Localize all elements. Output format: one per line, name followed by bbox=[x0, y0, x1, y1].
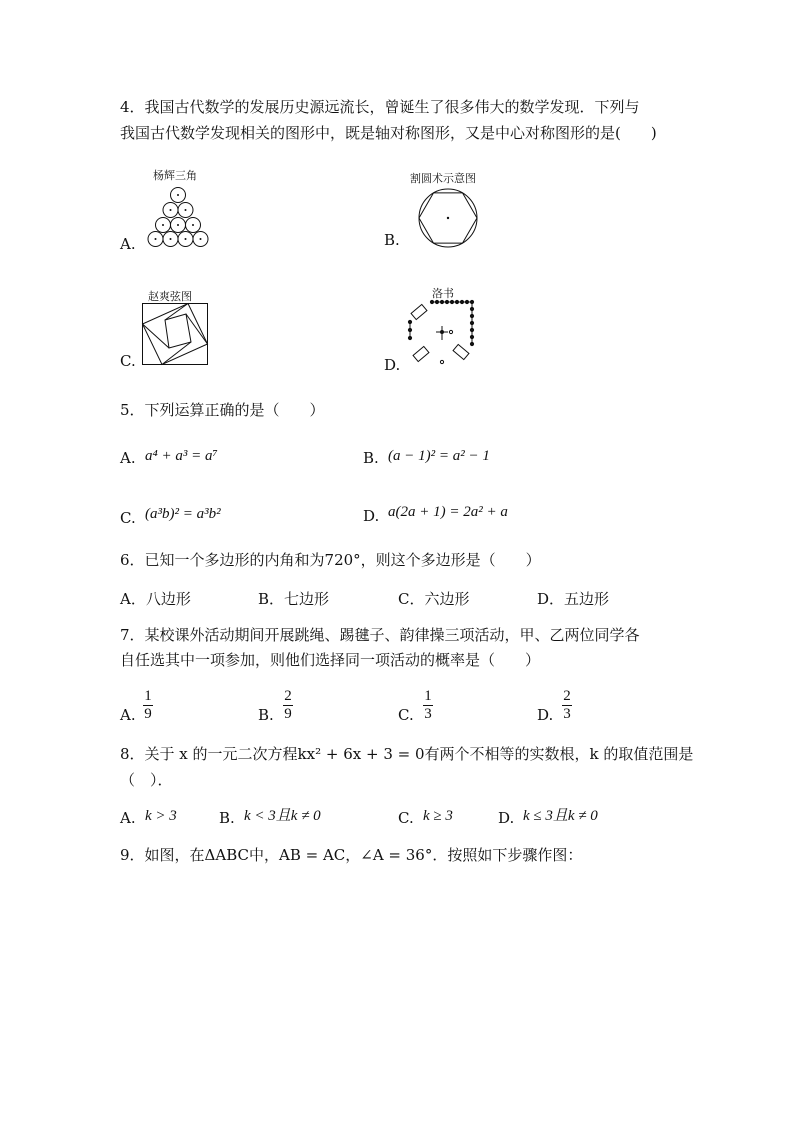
circle-cutting-figure bbox=[418, 188, 478, 248]
q4-stem-line2: 我国古代数学发现相关的图形中，既是轴对称图形，又是中心对称图形的是( ) bbox=[120, 124, 657, 142]
q5-option-a-expr: a⁴ + a³ = a⁷ bbox=[145, 448, 218, 464]
q8-option-a-expr: k > 3 bbox=[145, 808, 177, 824]
q7-option-b-fraction bbox=[283, 689, 293, 722]
q4-option-b-label: B. bbox=[384, 231, 400, 249]
q8-stem-line2: （ ）． bbox=[120, 771, 173, 789]
fig-c-caption: 赵爽弦图 bbox=[148, 290, 192, 303]
q8-option-a-label: A. bbox=[120, 809, 136, 827]
q8-option-c-label: C. bbox=[398, 809, 414, 827]
q7-option-d-label: D. bbox=[537, 706, 554, 724]
zhao-shuang-figure bbox=[142, 303, 208, 365]
fig-b-caption: 割圆术示意图 bbox=[410, 172, 476, 185]
q5-option-c-expr: (a³b)² = a³b² bbox=[145, 506, 221, 522]
q8-option-d-expr: k ≤ 3且k ≠ 0 bbox=[523, 808, 598, 824]
q4-stem-line1: 4．我国古代数学的发展历史源远流长，曾诞生了很多伟大的数学发现．下列与 bbox=[120, 98, 640, 116]
q7-option-a-fraction bbox=[143, 689, 153, 722]
fraction-denominator: 9 bbox=[144, 706, 152, 722]
q5-option-b-label: B. bbox=[363, 449, 379, 467]
q6-option-c: C．六边形 bbox=[398, 590, 470, 608]
fraction-denominator: 9 bbox=[284, 706, 292, 722]
q7-option-b-label: B. bbox=[258, 706, 274, 724]
q7-option-d-fraction bbox=[562, 689, 572, 722]
q7-option-c-label: C. bbox=[398, 706, 414, 724]
q8-option-d-label: D. bbox=[498, 809, 515, 827]
q5-stem: 5．下列运算正确的是（ ） bbox=[120, 401, 325, 419]
q4-option-d-label: D. bbox=[384, 356, 401, 374]
q6-option-b: B．七边形 bbox=[258, 590, 330, 608]
q8-stem-line1: 8．关于 x 的一元二次方程kx² + 6x + 3 = 0有两个不相等的实数根，k 的取值范围是 bbox=[120, 745, 694, 763]
q6-option-d: D．五边形 bbox=[537, 590, 610, 608]
fraction-numerator: 1 bbox=[424, 688, 432, 704]
q8-option-b-expr: k < 3且k ≠ 0 bbox=[244, 808, 321, 824]
q4-option-a-label: A. bbox=[120, 235, 136, 253]
q5-option-a-label: A. bbox=[120, 449, 136, 467]
q7-stem-line2: 自任选其中一项参加，则他们选择同一项活动的概率是（ ） bbox=[120, 651, 541, 669]
q7-option-c-fraction bbox=[423, 689, 433, 722]
fraction-numerator: 2 bbox=[563, 688, 571, 704]
fraction-numerator: 2 bbox=[284, 688, 292, 704]
fraction-numerator: 1 bbox=[144, 688, 152, 704]
q8-option-b-label: B. bbox=[219, 809, 235, 827]
q9-stem: 9．如图，在ΔABC中，AB = AC，∠A = 36°．按照如下步骤作图： bbox=[120, 846, 583, 864]
q5-option-d-label: D. bbox=[363, 507, 380, 525]
fig-a-caption: 杨辉三角 bbox=[153, 169, 197, 182]
q7-option-a-label: A. bbox=[120, 706, 136, 724]
q5-option-d-expr: a(2a + 1) = 2a² + a bbox=[388, 504, 508, 520]
q7-stem-line1: 7．某校课外活动期间开展跳绳、踢毽子、韵律操三项活动，甲、乙两位同学各 bbox=[120, 626, 640, 644]
q4-option-c-label: C. bbox=[120, 352, 136, 370]
yang-hui-triangle-figure bbox=[143, 186, 213, 246]
luo-shu-figure bbox=[406, 298, 476, 368]
fig-d-caption: 洛书 bbox=[432, 287, 454, 300]
q6-stem: 6．已知一个多边形的内角和为720°，则这个多边形是（ ） bbox=[120, 551, 541, 569]
q6-option-a: A．八边形 bbox=[120, 590, 191, 608]
q5-option-c-label: C. bbox=[120, 509, 136, 527]
fraction-denominator: 3 bbox=[563, 706, 571, 722]
q8-option-c-expr: k ≥ 3 bbox=[423, 808, 453, 824]
q5-option-b-expr: (a − 1)² = a² − 1 bbox=[388, 448, 490, 464]
fraction-denominator: 3 bbox=[424, 706, 432, 722]
